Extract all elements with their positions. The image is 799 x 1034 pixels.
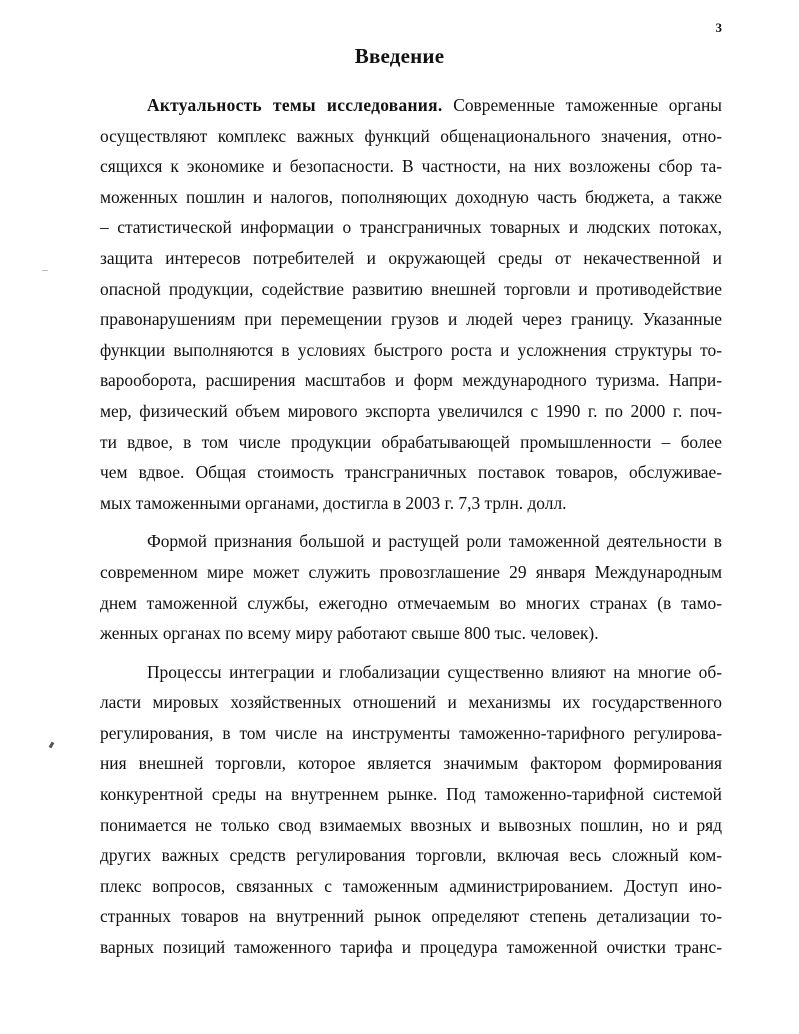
text-line: ласти мировых хозяйственных отношений и механизмы их государственного [100, 692, 722, 713]
text-line: опасной продукции, содействие развитию внешней торговли и противодействие [100, 278, 722, 299]
paragraph-customs-day [100, 526, 722, 648]
text-line: современном мире может служить провозглашение 29 января Международным [100, 561, 722, 582]
paragraph-relevance [100, 90, 722, 518]
text-line: чем вдвое. Общая стоимость трансграничных поставок товаров, обслуживае- [100, 462, 722, 483]
paragraph-integration [100, 657, 722, 963]
page-title: Введение [354, 44, 445, 68]
text-line: днем таможенной службы, ежегодно отмечаемым во многих странах (в тамо- [100, 592, 722, 613]
text-line: ти вдвое, в том числе продукции обрабатывающей промышленности – более [100, 431, 722, 452]
text-line: Формой признания большой и растущей роли таможенной деятельности в [147, 531, 722, 552]
text-line: ния внешней торговли, которое является значимым фактором формирования [100, 753, 722, 774]
text-line: понимается не только свод взимаемых ввозных и вывозных пошлин, но и ряд [100, 814, 722, 835]
text-line: женных органах по всему миру работают свыше 800 тыс. человек). [100, 623, 599, 644]
text-line: – статистической информации о трансграничных товарных и людских потоках, [100, 217, 722, 238]
text-line: мых таможенными органами, достигла в 2003 г. 7,3 трлн. долл. [100, 492, 567, 513]
text-line: варных позиций таможенного тарифа и процедура таможенной очистки транс- [100, 937, 722, 958]
text-line: конкурентной среды на внутреннем рынке. Под таможенно-тарифной системой [100, 784, 722, 805]
text-line: моженных пошлин и налогов, пополняющих доходную часть бюджета, а также [100, 186, 722, 207]
text-line: варооборота, расширения масштабов и форм международного туризма. Напри- [100, 370, 722, 391]
text-line-rest: Современные таможенные органы [442, 95, 722, 115]
scan-speck [42, 270, 48, 271]
text-line: сящихся к экономике и безопасности. В частности, на них возложены сбор та- [100, 156, 722, 177]
text-line: функции выполняются в условиях быстрого роста и усложнения структуры то- [100, 339, 722, 360]
text-line: правонарушениям при перемещении грузов и людей через границу. Указанные [100, 309, 722, 330]
scan-speck [49, 742, 55, 749]
text-line: Процессы интеграции и глобализации существенно влияют на многие об- [147, 661, 722, 682]
paragraph-lead: Актуальность темы исследования. [147, 95, 443, 115]
text-line: странных товаров на внутренний рынок определяют степень детализации то- [100, 906, 722, 927]
body-text [100, 90, 722, 963]
text-line: мер, физический объем мирового экспорта увеличился с 1990 г. по 2000 г. поч- [100, 400, 722, 421]
text-line: других важных средств регулирования торговли, включая весь сложный ком- [100, 845, 722, 866]
page-number: 3 [715, 20, 722, 35]
text-line: осуществляют комплекс важных функций общенационального значения, отно- [100, 125, 722, 146]
text-line: плекс вопросов, связанных с таможенным администрированием. Доступ ино- [100, 875, 722, 896]
text-line [100, 90, 722, 121]
text-line: регулирования, в том числе на инструменты таможенно-тарифного регулирова- [100, 722, 722, 743]
text-line: защита интересов потребителей и окружающей среды от некачественной и [100, 247, 722, 268]
